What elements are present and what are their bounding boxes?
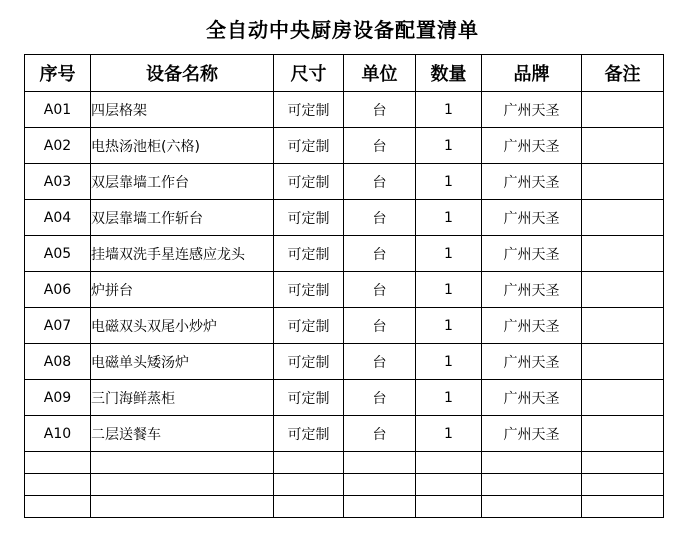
table-row [25, 236, 664, 272]
cell-unit: 台 [344, 272, 416, 308]
cell-code: A06 [25, 272, 91, 308]
header-size: 尺寸 [274, 55, 344, 92]
cell-size: 可定制 [274, 416, 344, 452]
empty-cell [91, 496, 274, 518]
cell-name: 电热汤池柜(六格) [91, 128, 274, 164]
header-code: 序号 [25, 55, 91, 92]
header-row [25, 55, 664, 92]
page-title: 全自动中央厨房设备配置清单 [206, 18, 479, 42]
cell-code: A10 [25, 416, 91, 452]
cell-unit: 台 [344, 236, 416, 272]
empty-row [25, 452, 664, 474]
cell-brand: 广州天圣 [482, 416, 582, 452]
empty-cell [416, 452, 482, 474]
empty-row [25, 474, 664, 496]
cell-code: A09 [25, 380, 91, 416]
cell-code: A04 [25, 200, 91, 236]
cell-brand: 广州天圣 [482, 200, 582, 236]
cell-qty: 1 [416, 128, 482, 164]
cell-size: 可定制 [274, 92, 344, 128]
cell-qty: 1 [416, 272, 482, 308]
empty-cell [582, 474, 664, 496]
cell-code: A08 [25, 344, 91, 380]
cell-code: A02 [25, 128, 91, 164]
cell-unit: 台 [344, 128, 416, 164]
cell-note [582, 344, 664, 380]
cell-size: 可定制 [274, 164, 344, 200]
cell-qty: 1 [416, 380, 482, 416]
table-row [25, 92, 664, 128]
cell-size: 可定制 [274, 128, 344, 164]
cell-size: 可定制 [274, 200, 344, 236]
table-row [25, 344, 664, 380]
empty-row [25, 496, 664, 518]
header-qty: 数量 [416, 55, 482, 92]
empty-cell [416, 496, 482, 518]
empty-cell [416, 474, 482, 496]
cell-name: 二层送餐车 [91, 416, 274, 452]
cell-brand: 广州天圣 [482, 380, 582, 416]
equipment-table [24, 54, 664, 518]
cell-size: 可定制 [274, 308, 344, 344]
cell-unit: 台 [344, 380, 416, 416]
empty-cell [274, 496, 344, 518]
empty-cell [482, 474, 582, 496]
cell-brand: 广州天圣 [482, 308, 582, 344]
cell-size: 可定制 [274, 272, 344, 308]
cell-unit: 台 [344, 344, 416, 380]
cell-note [582, 272, 664, 308]
empty-cell [91, 452, 274, 474]
empty-cell [482, 496, 582, 518]
empty-cell [91, 474, 274, 496]
cell-unit: 台 [344, 164, 416, 200]
cell-note [582, 128, 664, 164]
cell-unit: 台 [344, 308, 416, 344]
empty-cell [25, 496, 91, 518]
cell-name: 电磁单头矮汤炉 [91, 344, 274, 380]
cell-code: A03 [25, 164, 91, 200]
cell-unit: 台 [344, 416, 416, 452]
cell-qty: 1 [416, 344, 482, 380]
cell-unit: 台 [344, 92, 416, 128]
cell-name: 电磁双头双尾小炒炉 [91, 308, 274, 344]
cell-size: 可定制 [274, 380, 344, 416]
cell-qty: 1 [416, 308, 482, 344]
header-note: 备注 [582, 55, 664, 92]
cell-qty: 1 [416, 416, 482, 452]
header-name: 设备名称 [91, 55, 274, 92]
cell-note [582, 200, 664, 236]
cell-code: A01 [25, 92, 91, 128]
cell-name: 三门海鲜蒸柜 [91, 380, 274, 416]
table-row [25, 200, 664, 236]
cell-qty: 1 [416, 236, 482, 272]
cell-note [582, 236, 664, 272]
cell-qty: 1 [416, 92, 482, 128]
cell-brand: 广州天圣 [482, 164, 582, 200]
cell-name: 双层靠墙工作斩台 [91, 200, 274, 236]
empty-cell [344, 496, 416, 518]
cell-size: 可定制 [274, 344, 344, 380]
empty-cell [582, 496, 664, 518]
empty-cell [274, 474, 344, 496]
cell-note [582, 92, 664, 128]
table-row [25, 416, 664, 452]
cell-brand: 广州天圣 [482, 236, 582, 272]
empty-cell [25, 474, 91, 496]
header-unit: 单位 [344, 55, 416, 92]
empty-cell [344, 452, 416, 474]
empty-cell [482, 452, 582, 474]
cell-name: 炉拼台 [91, 272, 274, 308]
cell-name: 双层靠墙工作台 [91, 164, 274, 200]
cell-brand: 广州天圣 [482, 128, 582, 164]
table-row [25, 308, 664, 344]
table-row [25, 380, 664, 416]
empty-cell [274, 452, 344, 474]
cell-code: A07 [25, 308, 91, 344]
header-brand: 品牌 [482, 55, 582, 92]
cell-name: 四层格架 [91, 92, 274, 128]
cell-code: A05 [25, 236, 91, 272]
table-row [25, 272, 664, 308]
cell-brand: 广州天圣 [482, 272, 582, 308]
empty-cell [25, 452, 91, 474]
cell-unit: 台 [344, 200, 416, 236]
cell-size: 可定制 [274, 236, 344, 272]
table-row [25, 164, 664, 200]
cell-qty: 1 [416, 200, 482, 236]
cell-note [582, 416, 664, 452]
cell-qty: 1 [416, 164, 482, 200]
cell-brand: 广州天圣 [482, 344, 582, 380]
empty-cell [582, 452, 664, 474]
cell-brand: 广州天圣 [482, 92, 582, 128]
table-row [25, 128, 664, 164]
cell-name: 挂墙双洗手星连感应龙头 [91, 236, 274, 272]
cell-note [582, 164, 664, 200]
cell-note [582, 380, 664, 416]
cell-note [582, 308, 664, 344]
empty-cell [344, 474, 416, 496]
